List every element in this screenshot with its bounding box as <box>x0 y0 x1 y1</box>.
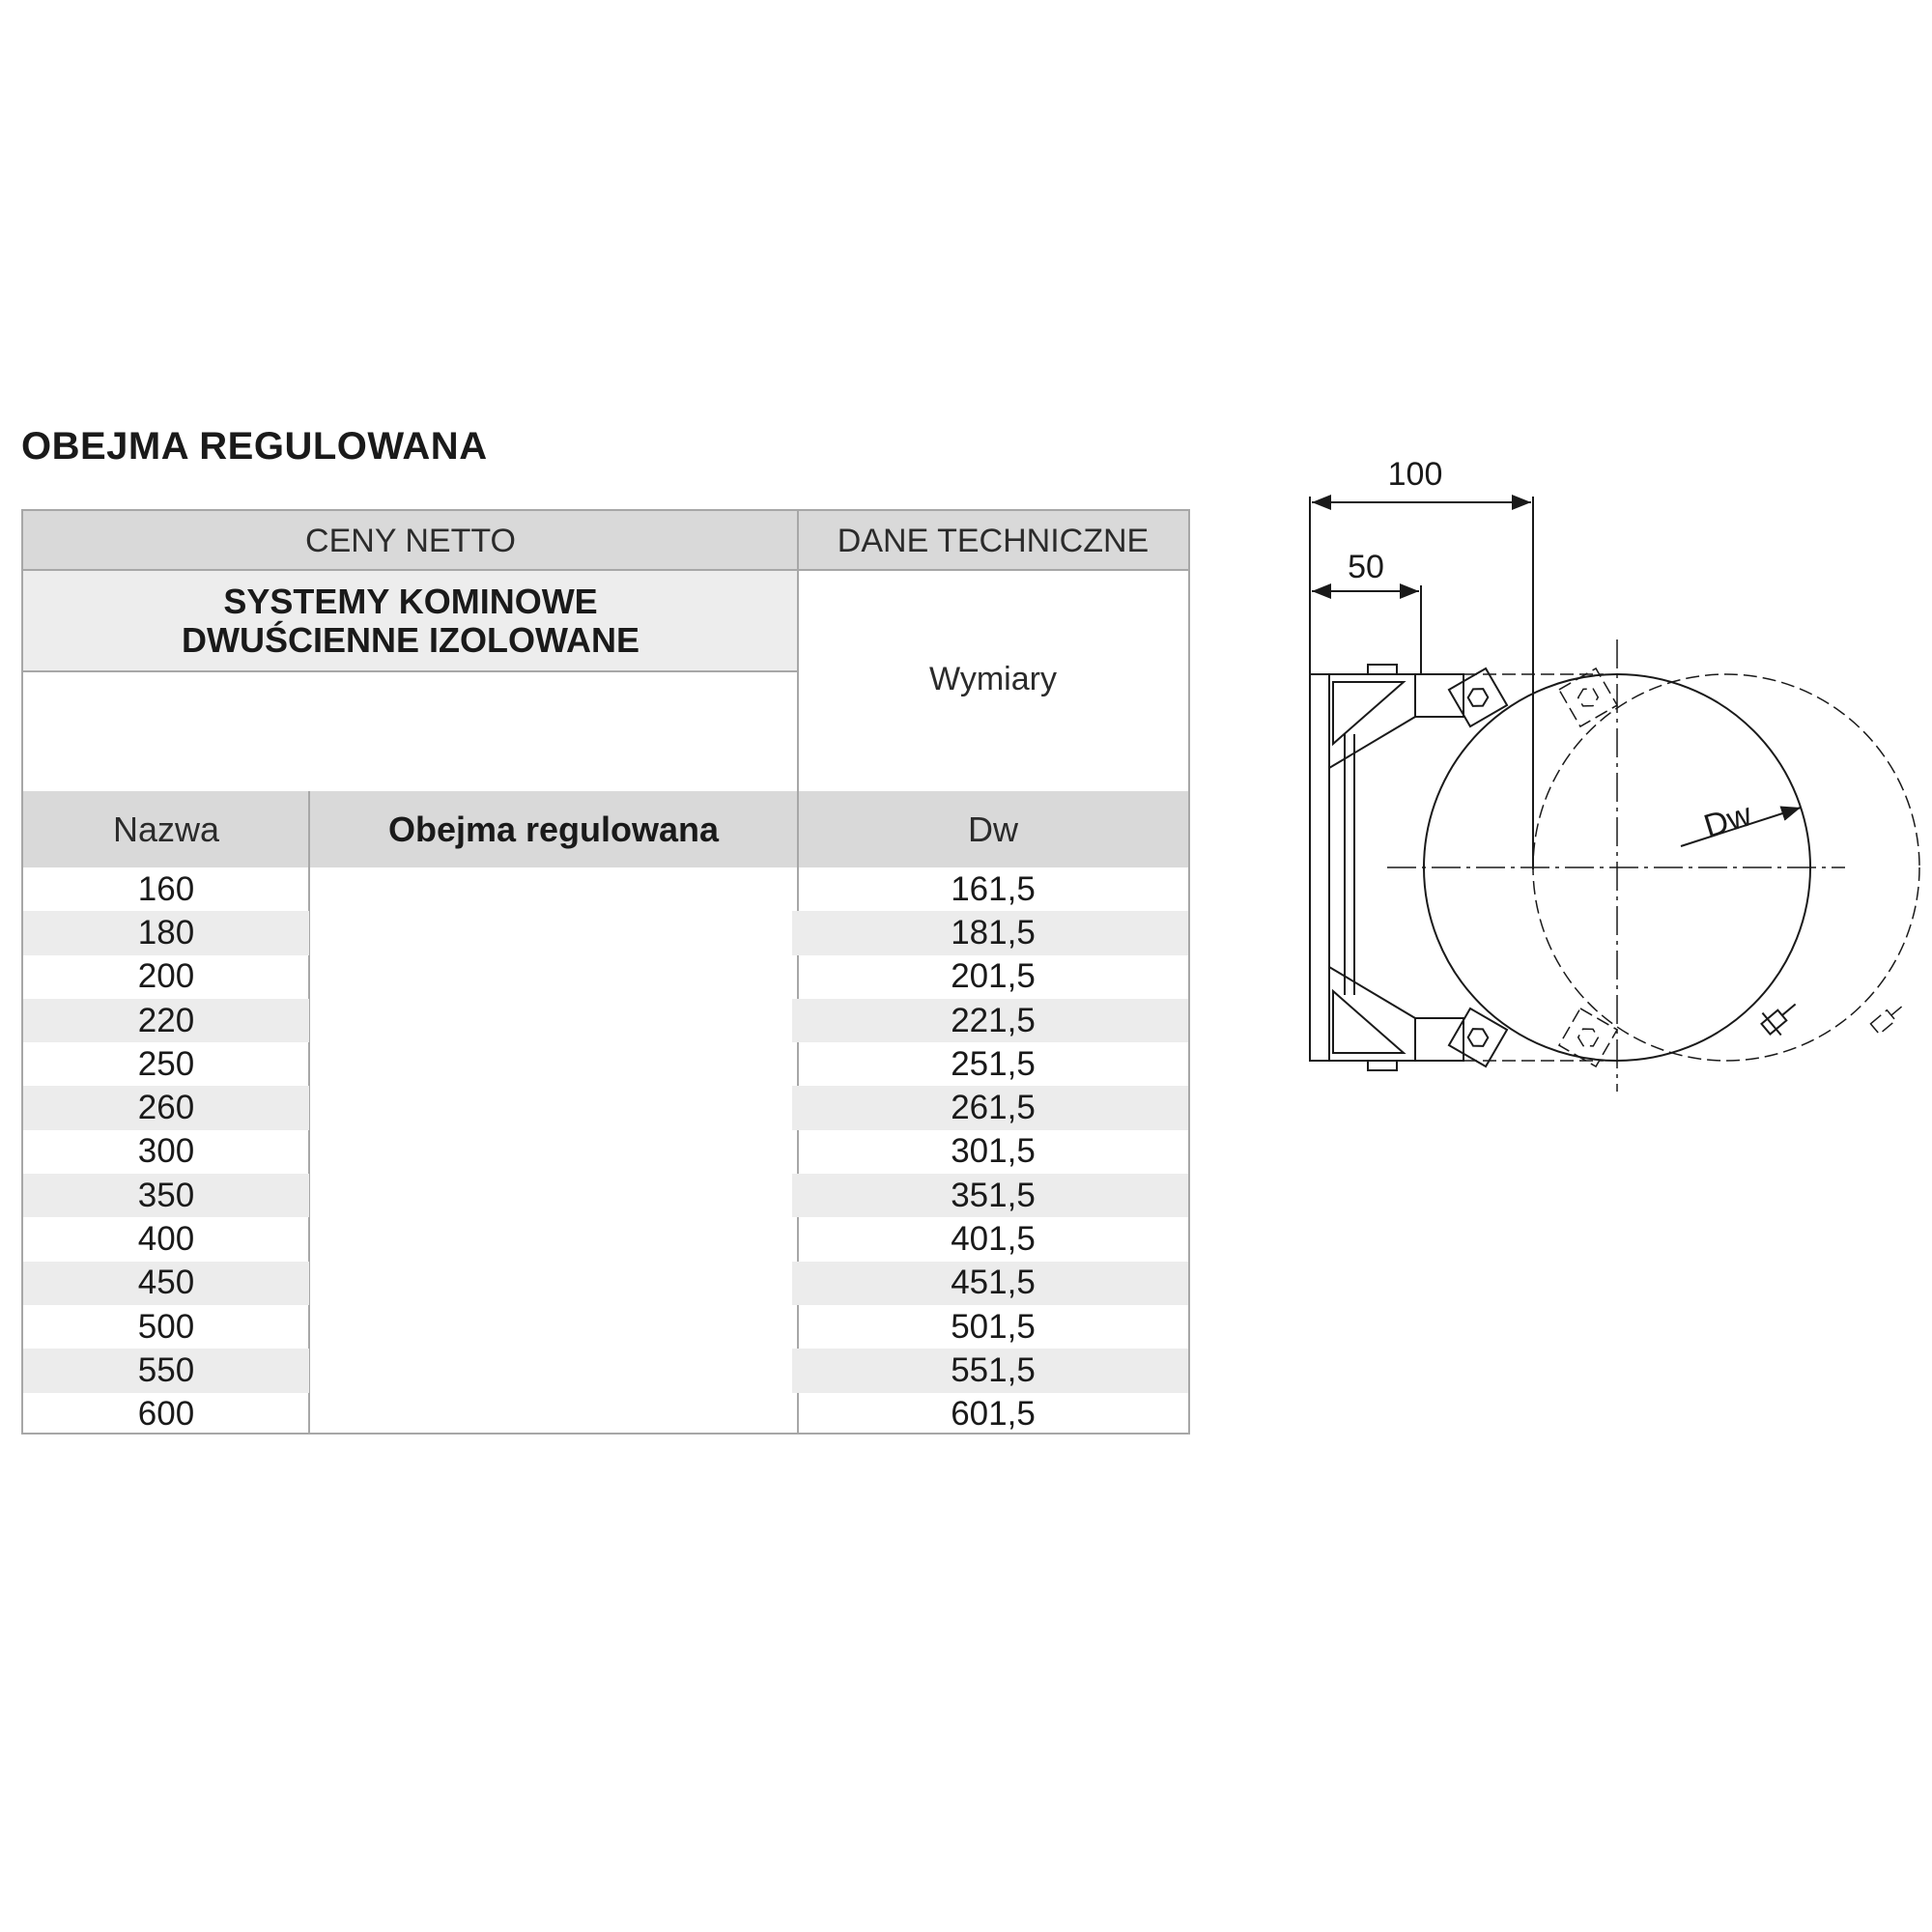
cell-nazwa: 450 <box>137 1264 195 1302</box>
cell-dw: 551,5 <box>951 1350 1036 1389</box>
system-title <box>23 571 798 671</box>
tightening-bolt <box>1756 993 1804 1040</box>
cell-nazwa: 300 <box>137 1132 195 1171</box>
header-dane-techniczne: DANE TECHNICZNE <box>798 511 1188 571</box>
cell-dw: 301,5 <box>951 1132 1036 1171</box>
cell-nazwa: 260 <box>137 1089 195 1127</box>
cell-nazwa: 500 <box>137 1307 195 1346</box>
cell-dw: 261,5 <box>951 1089 1036 1127</box>
col-header-nazwa: Nazwa <box>23 791 309 867</box>
bottom-bracket <box>1329 967 1415 1061</box>
cell-dw: 351,5 <box>951 1176 1036 1214</box>
table-row <box>23 1130 1188 1174</box>
cell-dw: 451,5 <box>951 1264 1036 1302</box>
clamp-drawing <box>1294 454 1932 1111</box>
cell-nazwa: 160 <box>137 869 195 908</box>
cell-nazwa: 400 <box>137 1220 195 1259</box>
system-title-line2: DWUŚCIENNE IZOLOWANE <box>182 620 639 660</box>
table-row <box>23 955 1188 999</box>
col-header-dw: Dw <box>798 791 1188 867</box>
label-dw: Dw <box>1699 796 1756 845</box>
cell-nazwa: 550 <box>137 1350 195 1389</box>
cell-nazwa: 220 <box>137 1001 195 1039</box>
table-row <box>23 1086 1188 1129</box>
dimension-label-50: 50 <box>1348 549 1384 585</box>
table-row <box>23 1349 1188 1392</box>
cell-nazwa: 600 <box>137 1395 195 1434</box>
divider <box>23 569 1188 571</box>
table-row <box>23 1174 1188 1217</box>
cell-dw: 251,5 <box>951 1044 1036 1083</box>
cell-dw: 401,5 <box>951 1220 1036 1259</box>
cell-dw: 501,5 <box>951 1307 1036 1346</box>
page-title: OBEJMA REGULOWANA <box>21 425 488 468</box>
cell-nazwa: 200 <box>137 957 195 996</box>
table-row <box>23 1262 1188 1305</box>
wall-plate <box>1310 674 1329 1061</box>
table-row <box>23 1393 1188 1436</box>
cell-dw: 181,5 <box>951 913 1036 952</box>
bolt-top <box>1449 668 1507 726</box>
table-row <box>23 1042 1188 1086</box>
bolt-bottom <box>1449 1009 1507 1066</box>
cell-nazwa: 350 <box>137 1176 195 1214</box>
spec-table <box>21 509 1190 1435</box>
tech-label-wymiary: Wymiary <box>929 660 1057 697</box>
cell-dw: 161,5 <box>951 869 1036 908</box>
table-row <box>23 1305 1188 1349</box>
cell-dw: 201,5 <box>951 957 1036 996</box>
divider <box>23 670 798 672</box>
cell-nazwa: 180 <box>137 913 195 952</box>
cell-nazwa: 250 <box>137 1044 195 1083</box>
header-ceny-netto: CENY NETTO <box>23 511 798 571</box>
cell-dw: 601,5 <box>951 1395 1036 1434</box>
table-row <box>23 999 1188 1042</box>
table-row <box>23 911 1188 954</box>
cell-dw: 221,5 <box>951 1001 1036 1039</box>
col-header-obejma: Obejma regulowana <box>309 791 798 867</box>
table-row <box>23 867 1188 911</box>
dimension-label-100: 100 <box>1387 456 1443 493</box>
table-row <box>23 1217 1188 1261</box>
top-bracket <box>1329 674 1415 768</box>
table-body <box>23 867 1188 1436</box>
system-title-line1: SYSTEMY KOMINOWE <box>223 582 598 621</box>
